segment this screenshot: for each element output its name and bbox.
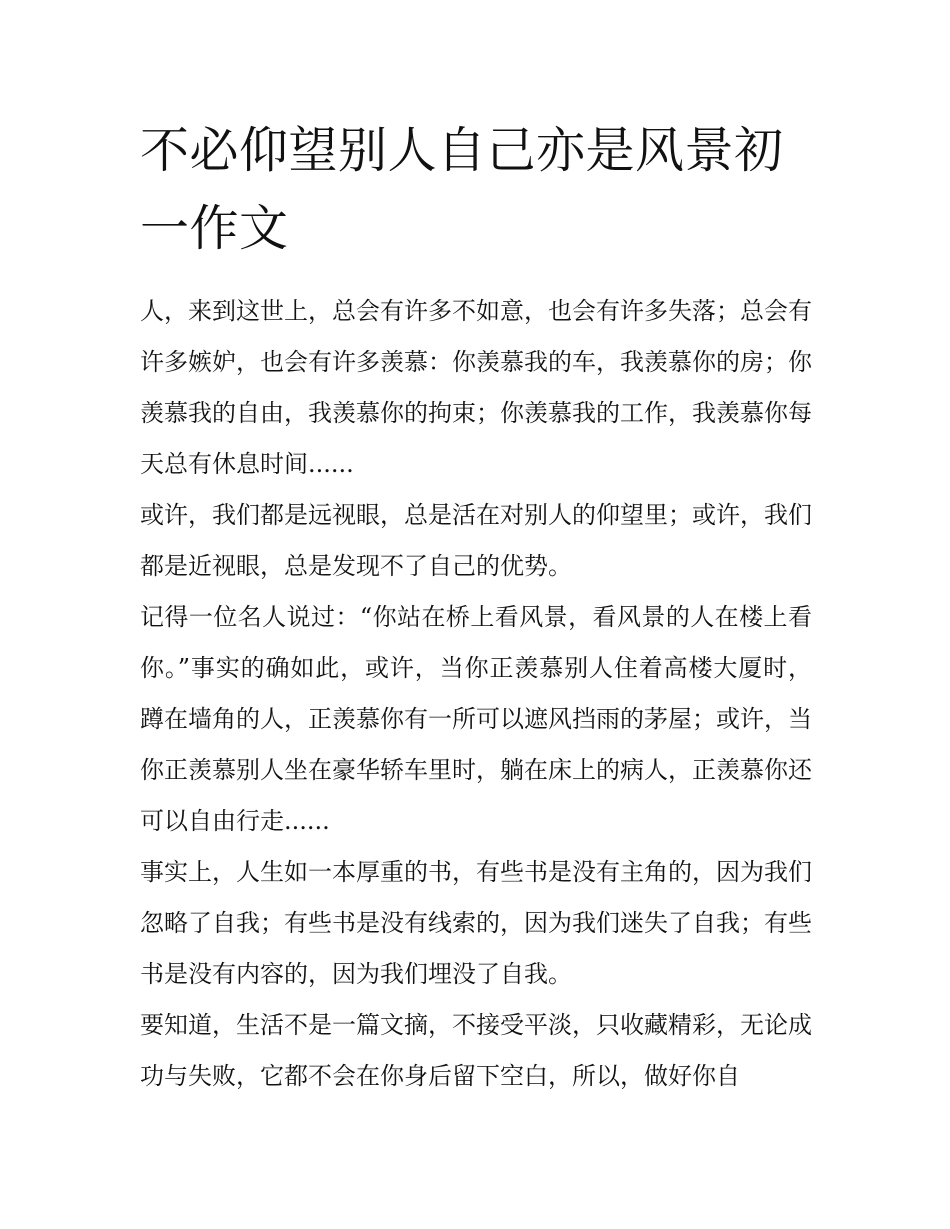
paragraph-2: 或许，我们都是远视眼，总是活在对别人的仰望里；或许，我们都是近视眼，总是发现不了自己的优势。 xyxy=(140,501,812,580)
paragraph-3: 记得一位名人说过：“你站在桥上看风景，看风景的人在楼上看你。”事实的确如此，或许，当你正羡慕别人住着高楼大厦时，蹲在墙角的人，正羡慕你有一所可以遮风挡雨的茅屋；或许，当你正羡慕别人坐在豪华轿车里时，躺在床上的病人，正羡慕你还可以自由行走...... xyxy=(140,603,812,835)
paragraph-4: 事实上，人生如一本厚重的书，有些书是没有主角的，因为我们忽略了自我；有些书是没有线索的，因为我们迷失了自我；有些书是没有内容的，因为我们埋没了自我。 xyxy=(140,858,812,988)
document-title: 不必仰望别人自己亦是风景初一作文 xyxy=(140,122,784,257)
paragraph-5: 要知道，生活不是一篇文摘，不接受平淡，只收藏精彩，无论成功与失败，它都不会在你身后留下空白，所以，做好你自 xyxy=(140,1011,812,1090)
document-page xyxy=(140,112,812,1102)
paragraph-1: 人，来到这世上，总会有许多不如意，也会有许多失落；总会有许多嫉妒，也会有许多羡慕：你羡慕我的车，我羡慕你的房；你羡慕我的自由，我羡慕你的拘束；你羡慕我的工作，我羡慕你每天总有休息时间...... xyxy=(140,297,812,478)
